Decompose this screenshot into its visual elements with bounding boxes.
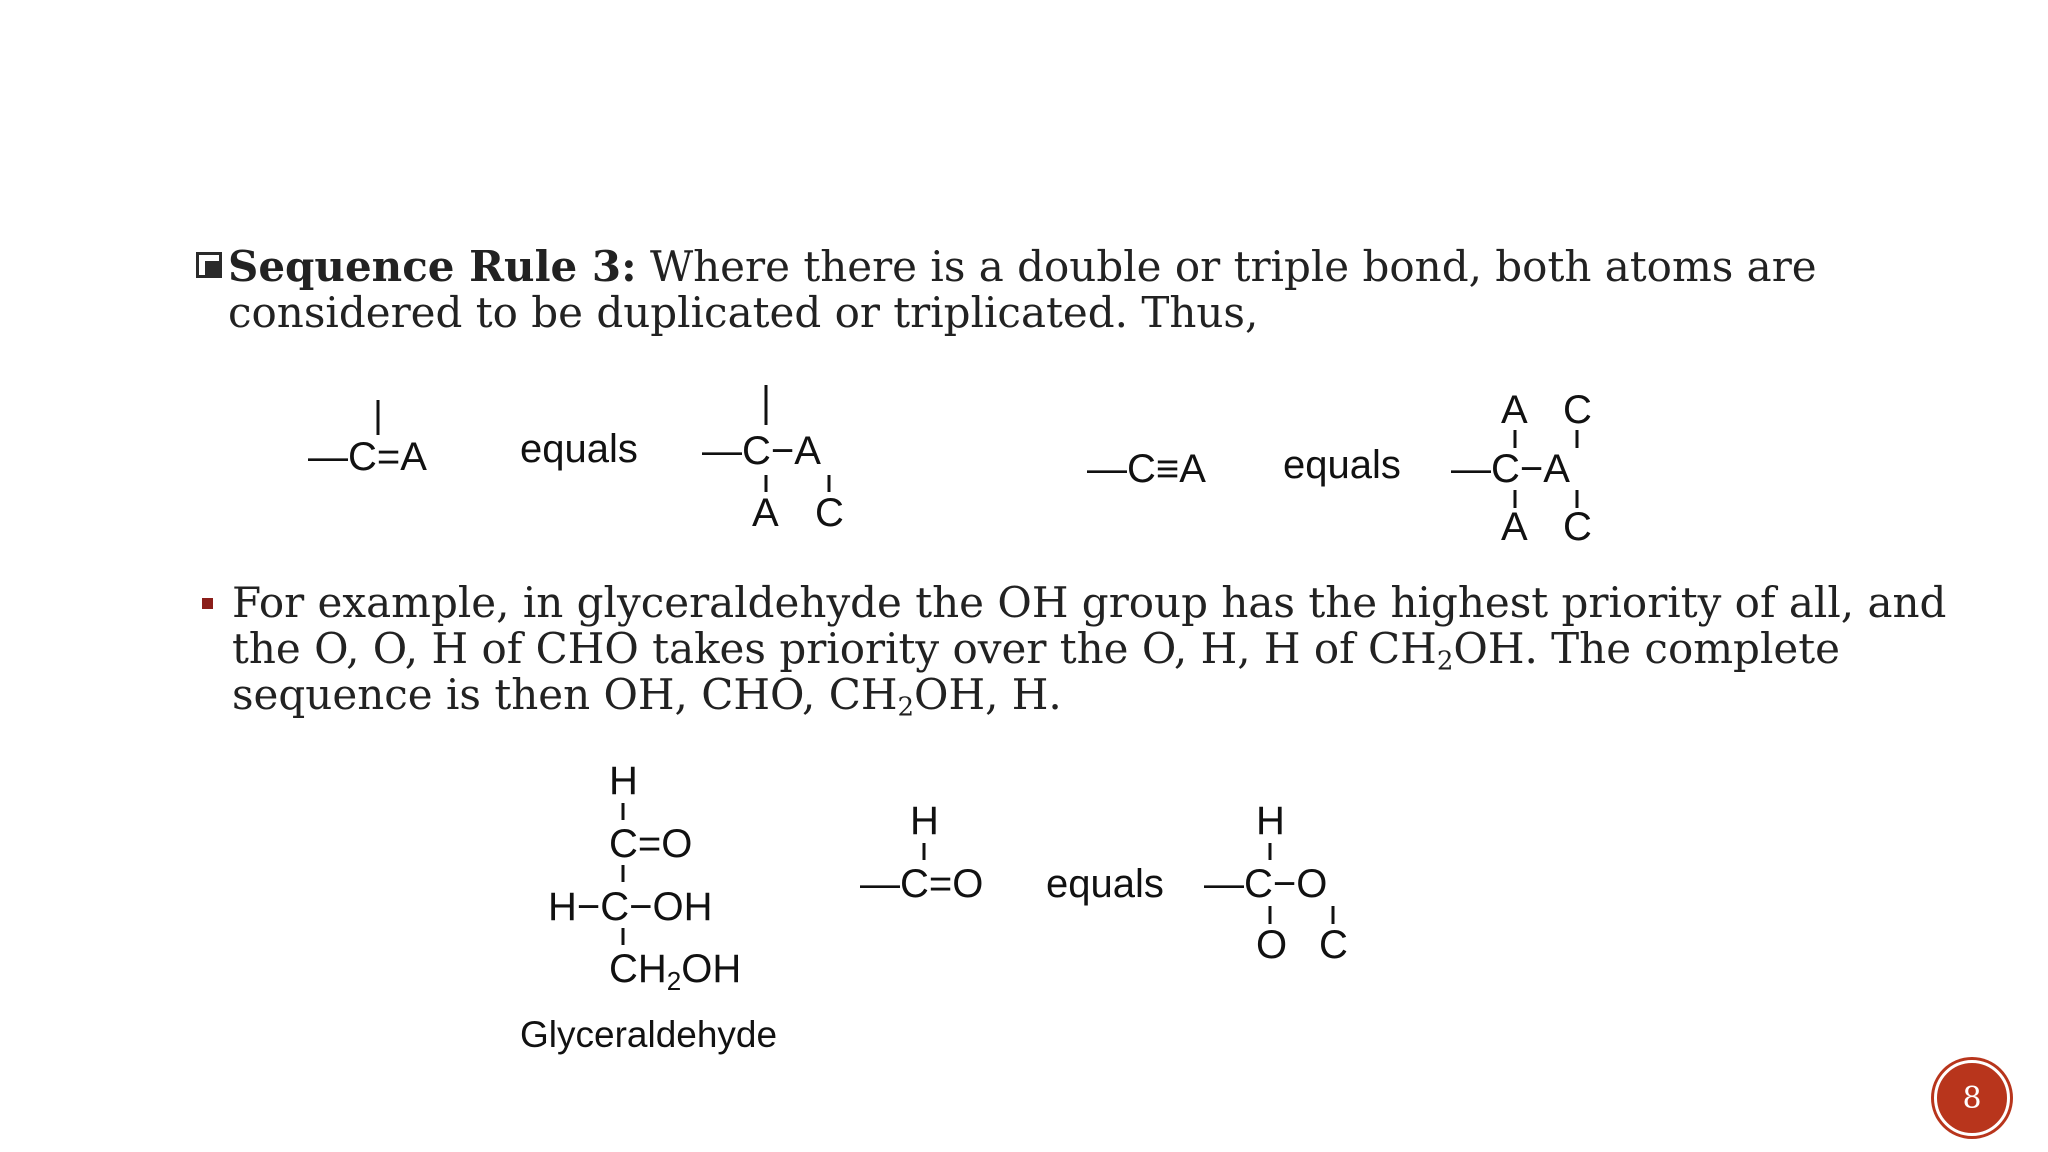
triple-bottom-right: C [1563, 505, 1592, 549]
aldehyde-expanded [1204, 799, 1348, 967]
aldehyde-structure [860, 799, 983, 906]
gly-h-top: H [609, 759, 638, 803]
example-line1: For example, in glyceraldehyde the OH group has the highest priority of all, and [232, 578, 1947, 627]
triple-top-left: A [1501, 388, 1528, 432]
equals-label-3: equals [1046, 862, 1164, 906]
expanded-sub-left-1: A [752, 491, 779, 535]
page-number: 8 [1962, 1080, 1982, 1116]
expanded-sub-right-1: C [815, 491, 844, 535]
double-bond-expanded [702, 385, 844, 535]
rule-label: Sequence Rule 3: [228, 242, 637, 291]
ald-exp-right: C [1319, 923, 1348, 967]
rule-text-line1: Where there is a double or triple bond, both atoms are [636, 242, 1817, 291]
expanded-formula-1: —C−A [702, 429, 821, 473]
equals-label-1: equals [520, 427, 638, 471]
example-line2: the O, O, H of CHO takes priority over the O, H, H of $CH_2OH$. The complete [232, 624, 1840, 677]
triple-bond-formula: —C≡A [1087, 447, 1206, 491]
example-line3: sequence is then OH, CHO, $CH_2OH$, H. [232, 670, 1062, 723]
triple-bond-expanded [1451, 388, 1592, 549]
gly-h-c-oh: H−C−OH [548, 885, 713, 929]
triple-top-right: C [1563, 388, 1592, 432]
gly-c-o: C=O [609, 822, 693, 866]
ald-exp-main: —C−O [1204, 862, 1328, 906]
ald-exp-left: O [1256, 923, 1288, 967]
equals-label-2: equals [1283, 443, 1401, 487]
triple-bottom-left: A [1501, 505, 1528, 549]
double-bond-structure [308, 400, 427, 479]
ald-h: H [910, 799, 939, 843]
rule-text-line2: considered to be duplicated or triplicated. Thus, [228, 288, 1259, 337]
gly-ch2oh: $CH_2OH$ [609, 947, 742, 996]
double-bond-formula: —C=A [308, 435, 427, 479]
triple-expanded-main: —C−A [1451, 447, 1570, 491]
page-number-badge [1934, 1060, 2010, 1136]
glyceraldehyde-caption: Glyceraldehyde [520, 1014, 778, 1055]
ald-main: —C=O [860, 862, 984, 906]
ald-exp-h: H [1256, 799, 1285, 843]
glyceraldehyde-structure [520, 759, 777, 1055]
